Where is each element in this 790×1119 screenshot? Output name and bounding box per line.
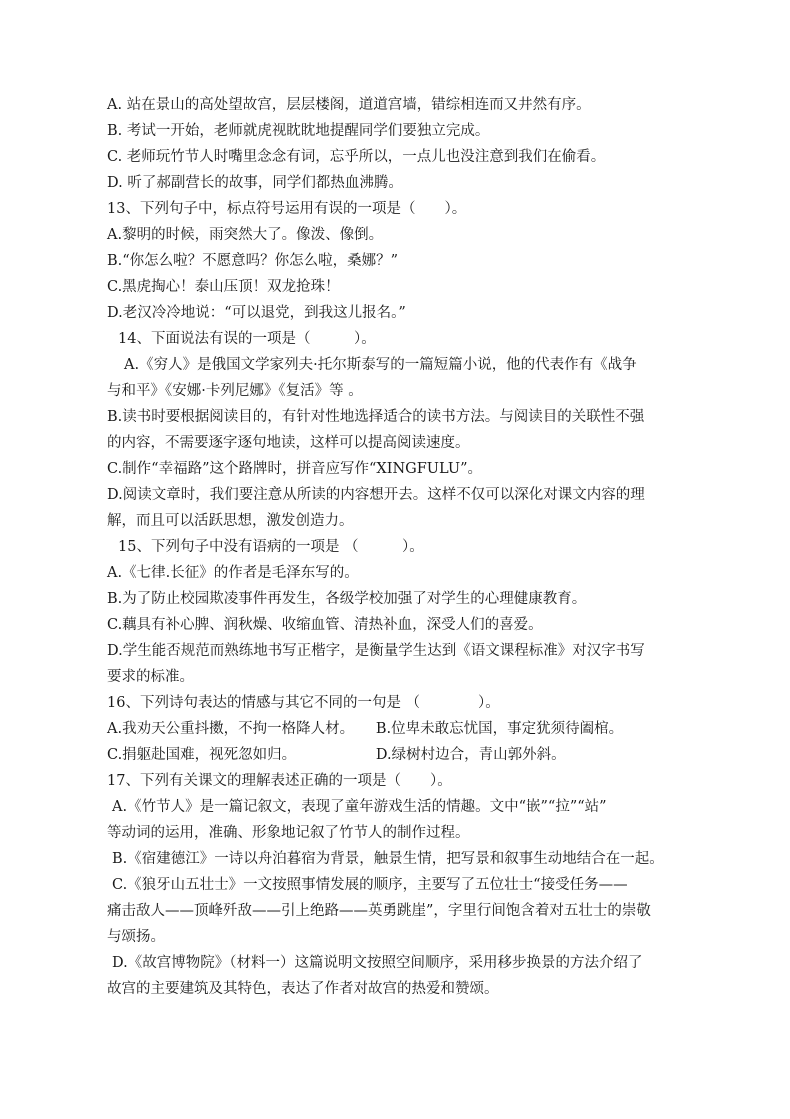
- q14-option-b-line1: B.读书时要根据阅读目的，有针对性地选择适合的读书方法。与阅读目的关联性不强: [107, 409, 645, 425]
- q14-stem: 14、下面说法有误的一项是（ ）。: [118, 331, 376, 347]
- q17-option-c-line3: 与颂扬。: [107, 929, 165, 945]
- q12-option-c: C. 老师玩竹节人时嘴里念念有词，忘乎所以，一点儿也没注意到我们在偷看。: [107, 149, 606, 165]
- q12-option-b: B. 考试一开始，老师就虎视眈眈地提醒同学们要独立完成。: [107, 123, 490, 139]
- q15-option-d-line1: D.学生能否规范而熟练地书写正楷字，是衡量学生达到《语文课程标准》对汉字书写: [107, 643, 645, 659]
- q17-option-d-line2: 故宫的主要建筑及其特色，表达了作者对故宫的热爱和赞颂。: [107, 981, 499, 997]
- q13-option-c: C.黑虎掏心！泰山压顶！双龙抢珠！: [107, 279, 340, 295]
- q12-option-a: A. 站在景山的高处望故宫，层层楼阁，道道宫墙，错综相连而又井然有序。: [107, 97, 591, 113]
- q17-option-a-line1: A.《竹节人》是一篇记叙文，表现了童年游戏生活的情趣。文中“嵌”“拉”“站”: [112, 799, 607, 815]
- q14-option-a-line2: 与和平》《安娜·卡列尼娜》《复活》等 。: [107, 383, 363, 399]
- q14-option-d-line1: D.阅读文章时，我们要注意从所读的内容想开去。这样不仅可以深化对课文内容的理: [107, 487, 645, 503]
- q13-option-a: A.黎明的时候，雨突然大了。像泼、像倒。: [107, 227, 384, 243]
- q13-option-d: D.老汉冷冷地说：“可以退党，到我这儿报名。”: [107, 305, 406, 321]
- q15-option-b: B.为了防止校园欺凌事件再发生，各级学校加强了对学生的心理健康教育。: [107, 591, 587, 607]
- q15-stem: 15、下列句子中没有语病的一项是 （ ）。: [118, 539, 424, 555]
- q17-option-c-line2: 痛击敌人——顶峰歼敌——引上绝路——英勇跳崖”，字里行间饱含着对五壮士的崇敬: [107, 903, 651, 919]
- q15-option-c: C.藕具有补心脾、润秋燥、收缩血管、清热补血，深受人们的喜爱。: [107, 617, 543, 633]
- q17-option-b: B.《宿建德江》一诗以舟泊暮宿为背景，触景生情，把写景和叙事生动地结合在一起。: [112, 851, 664, 867]
- q15-option-a: A.《七律.长征》的作者是毛泽东写的。: [107, 565, 359, 581]
- q17-option-d-line1: D.《故宫博物院》（材料一）这篇说明文按照空间顺序，采用移步换景的方法介绍了: [112, 955, 643, 971]
- q17-option-a-line2: 等动词的运用，准确、形象地记叙了竹节人的制作过程。: [107, 825, 470, 841]
- q14-option-c: C.制作“幸福路”这个路牌时，拼音应写作“XINGFULU”。: [107, 461, 482, 477]
- q15-option-d-line2: 要求的标准。: [107, 669, 194, 685]
- q16-options-ab: A.我劝天公重抖擞，不拘一格降人材。 B.位卑未敢忘忧国，事定犹须待阖棺。: [107, 721, 624, 737]
- q13-option-b: B.“你怎么啦？不愿意吗？你怎么啦，桑娜？”: [107, 253, 399, 269]
- q16-stem: 16、下列诗句表达的情感与其它不同的一句是 （ ）。: [107, 695, 500, 711]
- q16-options-cd: C.捐躯赴国难，视死忽如归。 D.绿树村边合，青山郭外斜。: [107, 747, 566, 763]
- q17-stem: 17、下列有关课文的理解表述正确的一项是（ ）。: [107, 773, 452, 789]
- q17-option-c-line1: C.《狼牙山五壮士》一文按照事情发展的顺序，主要写了五位壮士“接受任务——: [112, 877, 628, 893]
- q12-option-d: D. 听了郝副营长的故事，同学们都热血沸腾。: [107, 175, 403, 191]
- q14-option-b-line2: 的内容，不需要逐字逐句地读，这样可以提高阅读速度。: [107, 435, 470, 451]
- q14-option-a-line1: A.《穷人》是俄国文学家列夫·托尔斯泰写的一篇短篇小说，他的代表作有《战争: [124, 357, 637, 373]
- q14-option-d-line2: 解，而且可以活跃思想，激发创造力。: [107, 513, 354, 529]
- q13-stem: 13、下列句子中，标点符号运用有误的一项是（ ）。: [107, 201, 467, 217]
